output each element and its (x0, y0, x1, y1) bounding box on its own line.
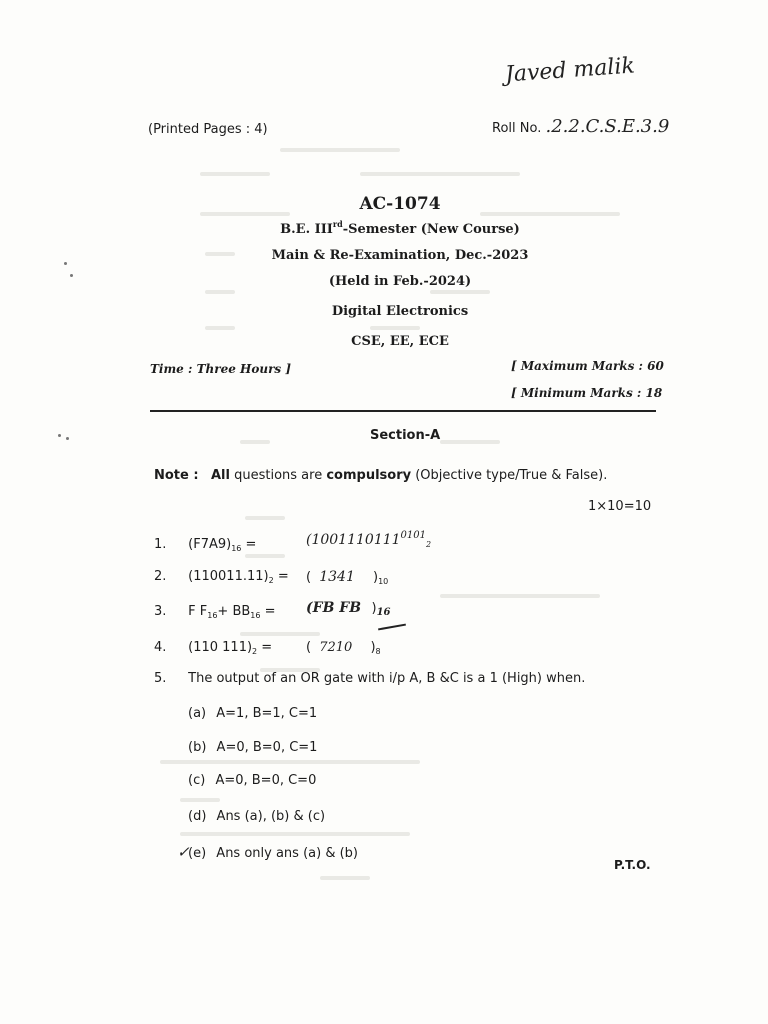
question-1 (154, 537, 256, 552)
semester-prefix: B.E. III (280, 222, 333, 237)
pto: P.T.O. (614, 858, 651, 872)
question-expression: $(110011.11)_2$ = (188, 569, 289, 585)
semester-line (0, 219, 768, 237)
roll-value: .2.2.C.S.E.3.9 (545, 116, 670, 137)
section-note (154, 468, 607, 483)
note-compulsory: compulsory (326, 468, 412, 483)
option-label: (a) (188, 706, 207, 721)
section-title: Section-A (370, 428, 441, 443)
answer-2: ( 1341 )$_{10}$ (306, 569, 389, 586)
printed-pages: (Printed Pages : 4) (148, 122, 268, 137)
question-4 (154, 640, 272, 655)
option-b (188, 740, 317, 755)
option-label: (d) (188, 809, 207, 824)
semester-suffix: -Semester (New Course) (342, 222, 520, 237)
answer-1: ($1001110111^{0101}_2$ (306, 530, 432, 549)
note-label: Note : (154, 468, 199, 483)
option-text: A=0, B=0, C=0 (215, 773, 317, 788)
question-text: The output of an OR gate with i/p A, B &C is a 1 (High) when. (188, 671, 586, 686)
subject: Digital Electronics (331, 304, 469, 319)
option-text: A=0, B=0, C=1 (216, 740, 318, 755)
answer-3: (FB FB )$_{16}$ (306, 600, 391, 618)
paper-code: AC-1074 (359, 194, 441, 214)
option-label: (c) (188, 773, 206, 788)
maximum-marks: [ Maximum Marks : 60 (511, 359, 664, 373)
option-d (188, 809, 325, 824)
exam-line: Main & Re-Examination, Dec.-2023 (271, 248, 529, 263)
option-label: (e) (188, 846, 207, 861)
roll-number (492, 116, 669, 137)
option-text: A=1, B=1, C=1 (216, 706, 318, 721)
question-number: 4. (154, 640, 167, 655)
question-expression: $(F7A9)_{16}$ = (188, 537, 257, 553)
section-marks: 1×10=10 (588, 499, 652, 514)
option-e (188, 846, 358, 861)
branches: CSE, EE, ECE (351, 334, 449, 349)
option-c (188, 773, 316, 788)
handwritten-signature: Javed malik (504, 53, 636, 88)
divider-rule (150, 410, 656, 412)
roll-label: Roll No. (492, 121, 542, 136)
answer-4: ( 7210 )$_8$ (306, 640, 381, 656)
question-number: 1. (154, 537, 167, 552)
note-all: All (210, 468, 230, 483)
tick-mark-icon: ✓ (177, 843, 190, 861)
semester-sup: rd (332, 219, 343, 229)
option-a (188, 706, 317, 721)
question-expression: (110 $111)_2$ = (188, 640, 273, 656)
question-expression: F $F_{16}+ BB_{16}$ = (188, 604, 276, 620)
option-label: (b) (188, 740, 207, 755)
question-number: 3. (154, 604, 167, 619)
note-post: (Objective type/True & False). (411, 468, 608, 483)
question-3 (154, 604, 276, 619)
question-2 (154, 569, 289, 584)
minimum-marks: [ Minimum Marks : 18 (511, 386, 663, 400)
option-text: Ans (a), (b) & (c) (216, 809, 326, 824)
option-text: Ans only ans (a) & (b) (216, 846, 358, 861)
time-allowed: Time : Three Hours ] (150, 362, 292, 376)
question-number: 2. (154, 569, 167, 584)
question-5 (154, 671, 585, 686)
note-mid: questions are (229, 468, 327, 483)
answer-underline (378, 624, 406, 631)
question-number: 5. (154, 671, 167, 686)
held-line: (Held in Feb.-2024) (328, 274, 472, 289)
